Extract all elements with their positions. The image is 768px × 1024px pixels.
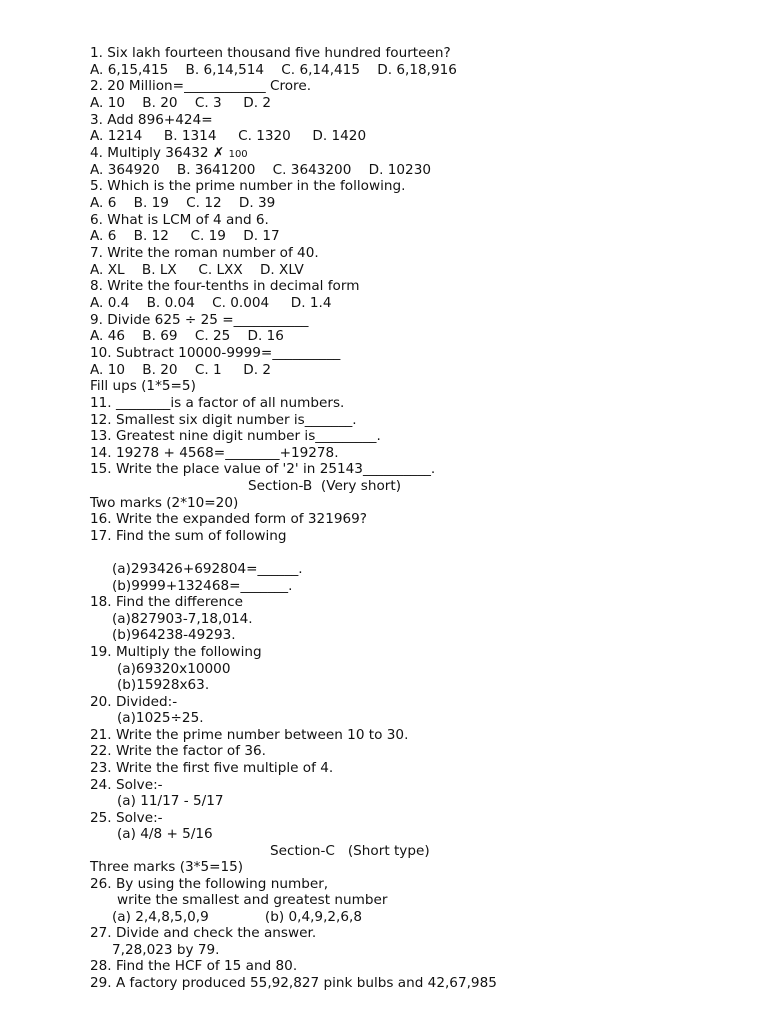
q25-text: 25. Solve:-	[90, 810, 163, 826]
q16-text: 16. Write the expanded form of 321969?	[90, 511, 368, 527]
fill-ups-heading: Fill ups (1*5=5)	[90, 378, 196, 394]
q27-part: 7,28,023 by 79.	[112, 942, 220, 958]
q26-instruction: write the smallest and greatest number	[117, 892, 388, 908]
q26-parts: (a) 2,4,8,5,0,9 (b) 0,4,9,2,6,8	[112, 909, 362, 925]
q26-text: 26. By using the following number,	[90, 876, 329, 892]
q4-text	[90, 145, 248, 162]
q8-options: A. 0.4 B. 0.04 C. 0.004 D. 1.4	[90, 295, 332, 311]
q4-text-main: 4. Multiply 36432 ✗	[90, 145, 229, 161]
q24-part-a: (a) 11/17 - 5/17	[117, 793, 224, 809]
q12-text: 12. Smallest six digit number is_______.	[90, 412, 357, 428]
q17-part-b: (b)9999+132468=_______.	[112, 578, 293, 594]
q18-part-b: (b)964238-49293.	[112, 627, 236, 643]
q29-text: 29. A factory produced 55,92,827 pink bulbs and 42,67,985	[90, 975, 497, 991]
q8-text: 8. Write the four-tenths in decimal form	[90, 278, 360, 294]
q18-text: 18. Find the difference	[90, 594, 243, 610]
q6-options: A. 6 B. 12 C. 19 D. 17	[90, 228, 280, 244]
q6-text: 6. What is LCM of 4 and 6.	[90, 212, 269, 228]
q19-part-a: (a)69320x10000	[117, 661, 231, 677]
q10-options: A. 10 B. 20 C. 1 D. 2	[90, 362, 271, 378]
q18-part-a: (a)827903-7,18,014.	[112, 611, 253, 627]
q4-options: A. 364920 B. 3641200 C. 3643200 D. 10230	[90, 162, 431, 178]
q9-text: 9. Divide 625 ÷ 25 =___________	[90, 312, 309, 328]
q19-text: 19. Multiply the following	[90, 644, 262, 660]
q5-text: 5. Which is the prime number in the following.	[90, 178, 406, 194]
q15-text: 15. Write the place value of '2' in 25143__________.	[90, 461, 436, 477]
q20-text: 20. Divided:-	[90, 694, 178, 710]
q5-options: A. 6 B. 19 C. 12 D. 39	[90, 195, 276, 211]
q1-options: A. 6,15,415 B. 6,14,514 C. 6,14,415 D. 6,18,916	[90, 62, 457, 78]
q7-options: A. XL B. LX C. LXX D. XLV	[90, 262, 304, 278]
q1-text: 1. Six lakh fourteen thousand five hundred fourteen?	[90, 45, 451, 61]
q25-part-a: (a) 4/8 + 5/16	[117, 826, 213, 842]
q24-text: 24. Solve:-	[90, 777, 163, 793]
q2-text: 2. 20 Million=____________ Crore.	[90, 78, 312, 94]
q13-text: 13. Greatest nine digit number is_________.	[90, 428, 381, 444]
q21-text: 21. Write the prime number between 10 to 30.	[90, 727, 409, 743]
q17-part-a: (a)293426+692804=______.	[112, 561, 303, 577]
q11-text: 11. ________is a factor of all numbers.	[90, 395, 345, 411]
q20-part-a: (a)1025÷25.	[117, 710, 204, 726]
q10-text: 10. Subtract 10000-9999=__________	[90, 345, 341, 361]
q14-text: 14. 19278 + 4568=________+19278.	[90, 445, 339, 461]
q3-text: 3. Add 896+424=	[90, 112, 213, 128]
q7-text: 7. Write the roman number of 40.	[90, 245, 319, 261]
q4-multiplier: 100	[228, 149, 248, 160]
three-marks-heading: Three marks (3*5=15)	[90, 859, 244, 875]
section-c-heading: Section-C (Short type)	[270, 843, 430, 859]
two-marks-heading: Two marks (2*10=20)	[90, 495, 239, 511]
q28-text: 28. Find the HCF of 15 and 80.	[90, 958, 298, 974]
q9-options: A. 46 B. 69 C. 25 D. 16	[90, 328, 284, 344]
q23-text: 23. Write the first five multiple of 4.	[90, 760, 334, 776]
q27-text: 27. Divide and check the answer.	[90, 925, 317, 941]
q2-options: A. 10 B. 20 C. 3 D. 2	[90, 95, 271, 111]
q19-part-b: (b)15928x63.	[117, 677, 210, 693]
q17-text: 17. Find the sum of following	[90, 528, 287, 544]
q22-text: 22. Write the factor of 36.	[90, 743, 266, 759]
q3-options: A. 1214 B. 1314 C. 1320 D. 1420	[90, 128, 367, 144]
section-b-heading: Section-B (Very short)	[248, 478, 401, 494]
